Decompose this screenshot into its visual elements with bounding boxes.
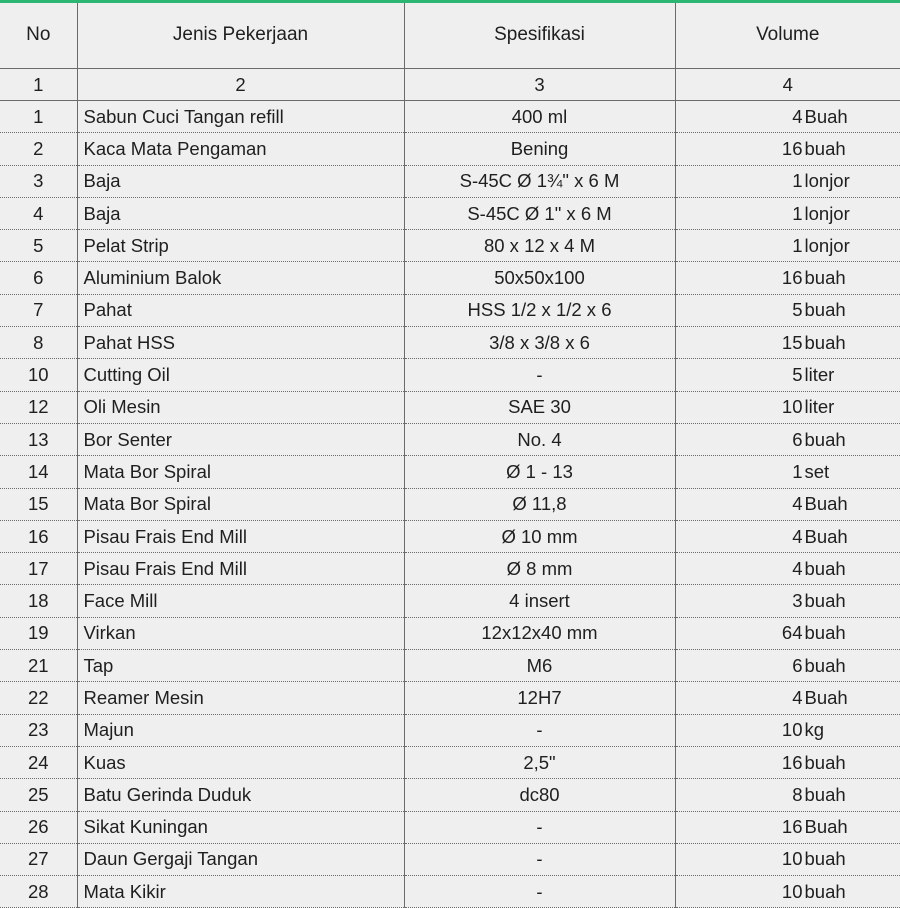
table-row	[0, 359, 900, 391]
row-jenis: Cutting Oil	[77, 359, 404, 391]
row-jenis: Kaca Mata Pengaman	[77, 133, 404, 165]
row-volume-unit: buah	[804, 654, 846, 676]
row-no: 22	[0, 682, 77, 714]
column-number: 1	[0, 69, 77, 101]
table-row	[0, 553, 900, 585]
row-volume-qty: 10	[781, 880, 803, 902]
row-no: 6	[0, 262, 77, 294]
row-volume-unit: buah	[804, 848, 846, 870]
row-spesifikasi: 12x12x40 mm	[404, 617, 675, 649]
row-jenis: Virkan	[77, 617, 404, 649]
column-number: 4	[675, 69, 900, 101]
row-volume-unit: liter	[804, 396, 835, 418]
row-volume-qty: 8	[792, 783, 803, 805]
row-spesifikasi: -	[404, 359, 675, 391]
row-volume-unit: kg	[804, 719, 825, 741]
row-volume	[675, 617, 900, 649]
table-row	[0, 423, 900, 455]
row-volume	[675, 423, 900, 455]
row-volume-unit: Buah	[804, 686, 848, 708]
table-row	[0, 811, 900, 843]
row-jenis: Sikat Kuningan	[77, 811, 404, 843]
row-volume-unit: buah	[804, 751, 846, 773]
table-row	[0, 391, 900, 423]
header-volume: Volume	[675, 3, 900, 69]
row-jenis: Batu Gerinda Duduk	[77, 779, 404, 811]
row-volume	[675, 714, 900, 746]
row-volume	[675, 197, 900, 229]
row-spesifikasi: 2,5"	[404, 746, 675, 778]
row-volume	[675, 294, 900, 326]
row-spesifikasi: SAE 30	[404, 391, 675, 423]
row-jenis: Pisau Frais End Mill	[77, 520, 404, 552]
table-row	[0, 294, 900, 326]
column-number-row	[0, 69, 900, 101]
row-volume	[675, 133, 900, 165]
row-jenis: Reamer Mesin	[77, 682, 404, 714]
row-no: 25	[0, 779, 77, 811]
row-no: 12	[0, 391, 77, 423]
row-no: 23	[0, 714, 77, 746]
table-row	[0, 165, 900, 197]
row-jenis: Pisau Frais End Mill	[77, 553, 404, 585]
row-jenis: Aluminium Balok	[77, 262, 404, 294]
table-row	[0, 133, 900, 165]
row-volume-unit: buah	[804, 299, 846, 321]
row-no: 3	[0, 165, 77, 197]
row-no: 1	[0, 101, 77, 133]
row-volume	[675, 811, 900, 843]
row-spesifikasi: Ø 10 mm	[404, 520, 675, 552]
row-volume	[675, 359, 900, 391]
row-spesifikasi: Ø 1 - 13	[404, 456, 675, 488]
row-spesifikasi: M6	[404, 650, 675, 682]
row-volume	[675, 553, 900, 585]
row-jenis: Baja	[77, 165, 404, 197]
row-jenis: Mata Bor Spiral	[77, 488, 404, 520]
row-spesifikasi: 400 ml	[404, 101, 675, 133]
row-no: 10	[0, 359, 77, 391]
row-spesifikasi: -	[404, 876, 675, 908]
row-volume	[675, 230, 900, 262]
row-volume	[675, 682, 900, 714]
row-jenis: Pahat HSS	[77, 327, 404, 359]
row-volume-qty: 4	[792, 686, 803, 708]
row-volume	[675, 650, 900, 682]
row-volume	[675, 327, 900, 359]
row-volume-unit: buah	[804, 428, 846, 450]
row-volume-qty: 1	[792, 202, 803, 224]
row-volume-qty: 6	[792, 428, 803, 450]
row-spesifikasi: -	[404, 811, 675, 843]
row-spesifikasi: HSS 1/2 x 1/2 x 6	[404, 294, 675, 326]
row-volume-unit: buah	[804, 590, 846, 612]
table-row	[0, 876, 900, 908]
row-volume-unit: set	[804, 460, 830, 482]
row-volume	[675, 520, 900, 552]
row-spesifikasi: No. 4	[404, 423, 675, 455]
row-jenis: Tap	[77, 650, 404, 682]
row-volume-qty: 64	[781, 622, 803, 644]
row-volume-unit: liter	[804, 364, 835, 386]
row-volume-unit: buah	[804, 137, 846, 159]
row-volume-qty: 4	[792, 493, 803, 515]
table-row	[0, 197, 900, 229]
table-row	[0, 520, 900, 552]
header-no: No	[0, 3, 77, 69]
row-volume	[675, 843, 900, 875]
row-jenis: Kuas	[77, 746, 404, 778]
row-volume-qty: 1	[792, 460, 803, 482]
row-no: 26	[0, 811, 77, 843]
table-row	[0, 585, 900, 617]
row-spesifikasi: Bening	[404, 133, 675, 165]
row-volume-qty: 3	[792, 590, 803, 612]
row-volume	[675, 165, 900, 197]
row-no: 28	[0, 876, 77, 908]
row-no: 7	[0, 294, 77, 326]
row-no: 16	[0, 520, 77, 552]
header-jenis-pekerjaan: Jenis Pekerjaan	[77, 3, 404, 69]
row-no: 27	[0, 843, 77, 875]
row-volume-qty: 6	[792, 654, 803, 676]
row-volume-qty: 1	[792, 170, 803, 192]
row-volume-unit: lonjor	[804, 202, 850, 224]
row-jenis: Daun Gergaji Tangan	[77, 843, 404, 875]
material-table	[0, 3, 900, 908]
row-volume-unit: buah	[804, 622, 846, 644]
row-volume-qty: 5	[792, 299, 803, 321]
row-no: 21	[0, 650, 77, 682]
row-volume	[675, 746, 900, 778]
header-row	[0, 3, 900, 69]
table-row	[0, 101, 900, 133]
table-row	[0, 650, 900, 682]
row-volume-qty: 15	[781, 331, 803, 353]
table-row	[0, 843, 900, 875]
column-number: 3	[404, 69, 675, 101]
row-volume-qty: 16	[781, 267, 803, 289]
row-no: 17	[0, 553, 77, 585]
row-jenis: Face Mill	[77, 585, 404, 617]
row-volume-unit: Buah	[804, 525, 848, 547]
row-jenis: Baja	[77, 197, 404, 229]
row-jenis: Pahat	[77, 294, 404, 326]
table-row	[0, 617, 900, 649]
row-volume-qty: 16	[781, 816, 803, 838]
row-no: 2	[0, 133, 77, 165]
row-volume-qty: 16	[781, 137, 803, 159]
row-jenis: Mata Kikir	[77, 876, 404, 908]
row-volume-unit: Buah	[804, 816, 848, 838]
row-volume-qty: 4	[792, 557, 803, 579]
row-volume-unit: buah	[804, 783, 846, 805]
row-volume-qty: 4	[792, 105, 803, 127]
row-no: 14	[0, 456, 77, 488]
table-row	[0, 779, 900, 811]
row-spesifikasi: dc80	[404, 779, 675, 811]
row-volume-qty: 1	[792, 234, 803, 256]
row-spesifikasi: -	[404, 843, 675, 875]
row-no: 18	[0, 585, 77, 617]
row-volume-unit: buah	[804, 880, 846, 902]
column-number: 2	[77, 69, 404, 101]
row-volume-qty: 10	[781, 719, 803, 741]
row-spesifikasi: Ø 8 mm	[404, 553, 675, 585]
row-volume	[675, 876, 900, 908]
row-no: 19	[0, 617, 77, 649]
header-spesifikasi: Spesifikasi	[404, 3, 675, 69]
row-jenis: Pelat Strip	[77, 230, 404, 262]
row-volume	[675, 585, 900, 617]
row-volume-qty: 16	[781, 751, 803, 773]
row-volume	[675, 456, 900, 488]
row-volume	[675, 488, 900, 520]
row-spesifikasi: 12H7	[404, 682, 675, 714]
row-volume-unit: Buah	[804, 105, 848, 127]
row-volume-qty: 4	[792, 525, 803, 547]
row-volume-unit: buah	[804, 331, 846, 353]
row-volume	[675, 779, 900, 811]
table-row	[0, 262, 900, 294]
table-row	[0, 230, 900, 262]
row-volume-unit: buah	[804, 557, 846, 579]
row-no: 4	[0, 197, 77, 229]
row-volume	[675, 391, 900, 423]
row-spesifikasi: 3/8 x 3/8 x 6	[404, 327, 675, 359]
row-jenis: Bor Senter	[77, 423, 404, 455]
row-spesifikasi: Ø 11,8	[404, 488, 675, 520]
row-jenis: Sabun Cuci Tangan refill	[77, 101, 404, 133]
row-jenis: Mata Bor Spiral	[77, 456, 404, 488]
row-spesifikasi: 4 insert	[404, 585, 675, 617]
row-no: 8	[0, 327, 77, 359]
row-no: 13	[0, 423, 77, 455]
row-spesifikasi: S-45C Ø 1" x 6 M	[404, 197, 675, 229]
row-volume-qty: 10	[781, 848, 803, 870]
table-row	[0, 327, 900, 359]
row-no: 5	[0, 230, 77, 262]
row-volume-unit: buah	[804, 267, 846, 289]
row-spesifikasi: -	[404, 714, 675, 746]
row-no: 24	[0, 746, 77, 778]
row-volume-unit: lonjor	[804, 234, 850, 256]
table-row	[0, 714, 900, 746]
row-volume	[675, 101, 900, 133]
row-volume-unit: Buah	[804, 493, 848, 515]
row-spesifikasi: 50x50x100	[404, 262, 675, 294]
row-jenis: Majun	[77, 714, 404, 746]
row-volume-qty: 10	[781, 396, 803, 418]
table-row	[0, 488, 900, 520]
table-row	[0, 682, 900, 714]
row-no: 15	[0, 488, 77, 520]
table-row	[0, 456, 900, 488]
table-row	[0, 746, 900, 778]
row-spesifikasi: S-45C Ø 1¾" x 6 M	[404, 165, 675, 197]
row-volume-unit: lonjor	[804, 170, 850, 192]
row-volume-qty: 5	[792, 364, 803, 386]
row-volume	[675, 262, 900, 294]
row-jenis: Oli Mesin	[77, 391, 404, 423]
row-spesifikasi: 80 x 12 x 4 M	[404, 230, 675, 262]
